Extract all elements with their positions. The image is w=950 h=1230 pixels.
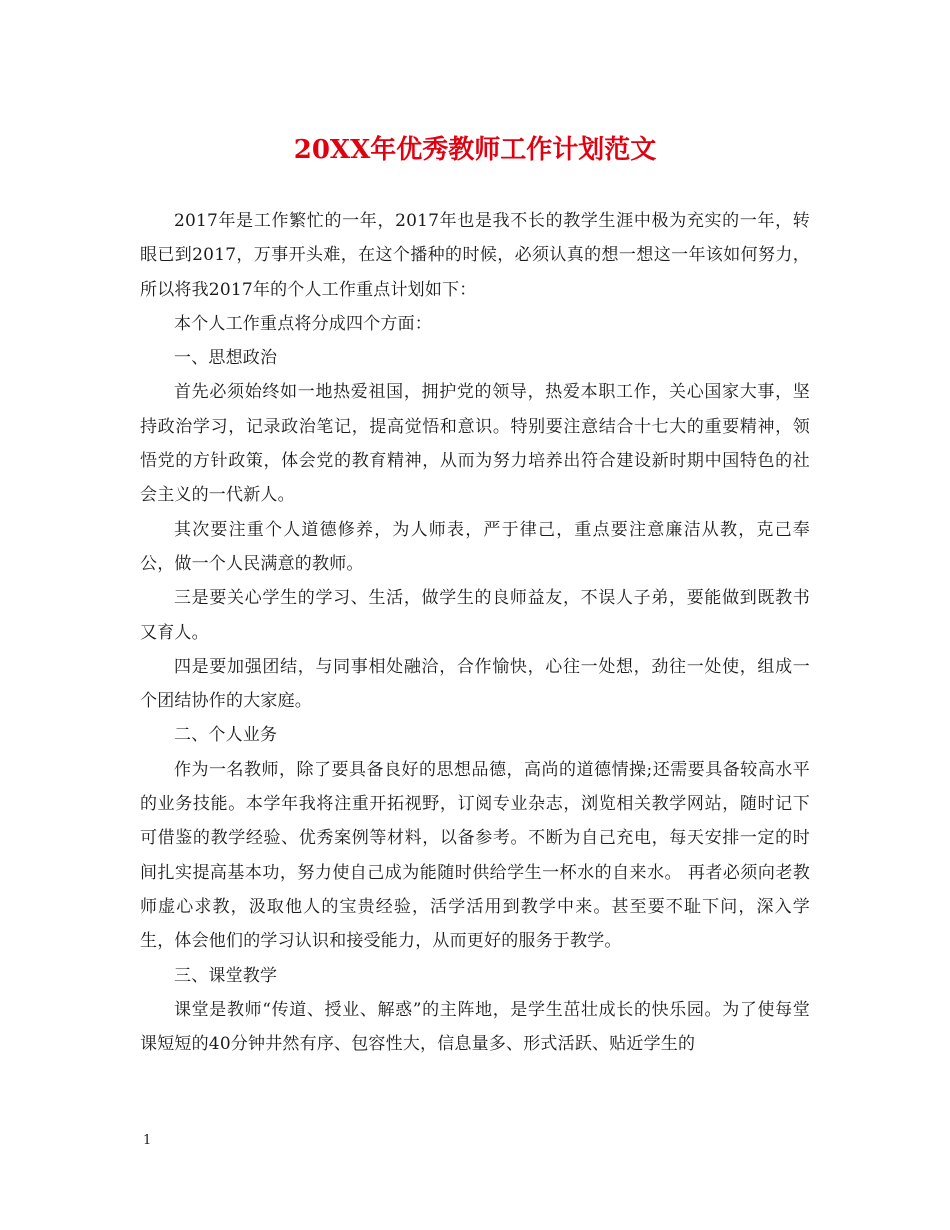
document-body: [140, 204, 810, 1061]
paragraph-intro: 2017年是工作繁忙的一年，2017年也是我不长的教学生涯中极为充实的一年，转眼已到2017，万事开头难，在这个播种的时候，必须认真的想一想这一年该如何努力，所以将我2017年的个人工作重点计划如下：: [140, 211, 810, 300]
document-title: 20XX年优秀教师工作计划范文: [293, 135, 657, 165]
paragraph-politics-2: 其次要注重个人道德修养，为人师表，严于律己，重点要注意廉洁从教，克己奉公，做一个人民满意的教师。: [140, 519, 810, 574]
page-number: 1: [143, 1133, 152, 1148]
paragraph-overview: 本个人工作重点将分成四个方面：: [174, 313, 432, 334]
paragraph-politics-4: 四是要加强团结，与同事相处融洽，合作愉快，心往一处想，劲往一处使，组成一个团结协作的大家庭。: [140, 656, 810, 712]
section-heading-classroom: 三、课堂教学: [174, 965, 278, 986]
section-heading-business: 二、个人业务: [174, 725, 278, 746]
paragraph-classroom: 课堂是教师“传道、授业、解惑”的主阵地，是学生茁壮成长的快乐园。为了使每堂课短短的40分钟井然有序、包容性大，信息量多、形式活跃、贴近学生的: [140, 999, 810, 1055]
paragraph-politics-3: 三是要关心学生的学习、生活，做学生的良师益友，不误人子弟，要能做到既教书又育人。: [140, 588, 810, 643]
paragraph-politics-1: 首先必须始终如一地热爱祖国，拥护党的领导，热爱本职工作，关心国家大事，坚持政治学习，记录政治笔记，提高觉悟和意识。特别要注意结合十七大的重要精神，领悟党的方针政策，体会党的教育精神，从而为努力培养出符合建设新时期中国特色的社会主义的一代新人。: [140, 382, 810, 506]
paragraph-business: 作为一名教师，除了要具备良好的思想品德，高尚的道德情操;还需要具备较高水平的业务技能。本学年我将注重开拓视野，订阅专业杂志，浏览相关教学网站，随时记下可借鉴的教学经验、优秀案例等材料，以备参考。不断为自己充电，每天安排一定的时间扎实提高基本功，努力使自己成为能随时供给学生一杯水的自来水。 再者必须向老教师虚心求教，汲取他人的宝贵经验，活学活用到教学中来。甚至要不耻下问，深入学生，体会他们的学习认识和接受能力，从而更好的服务于教学。: [140, 759, 810, 952]
section-heading-politics: 一、思想政治: [174, 348, 278, 369]
